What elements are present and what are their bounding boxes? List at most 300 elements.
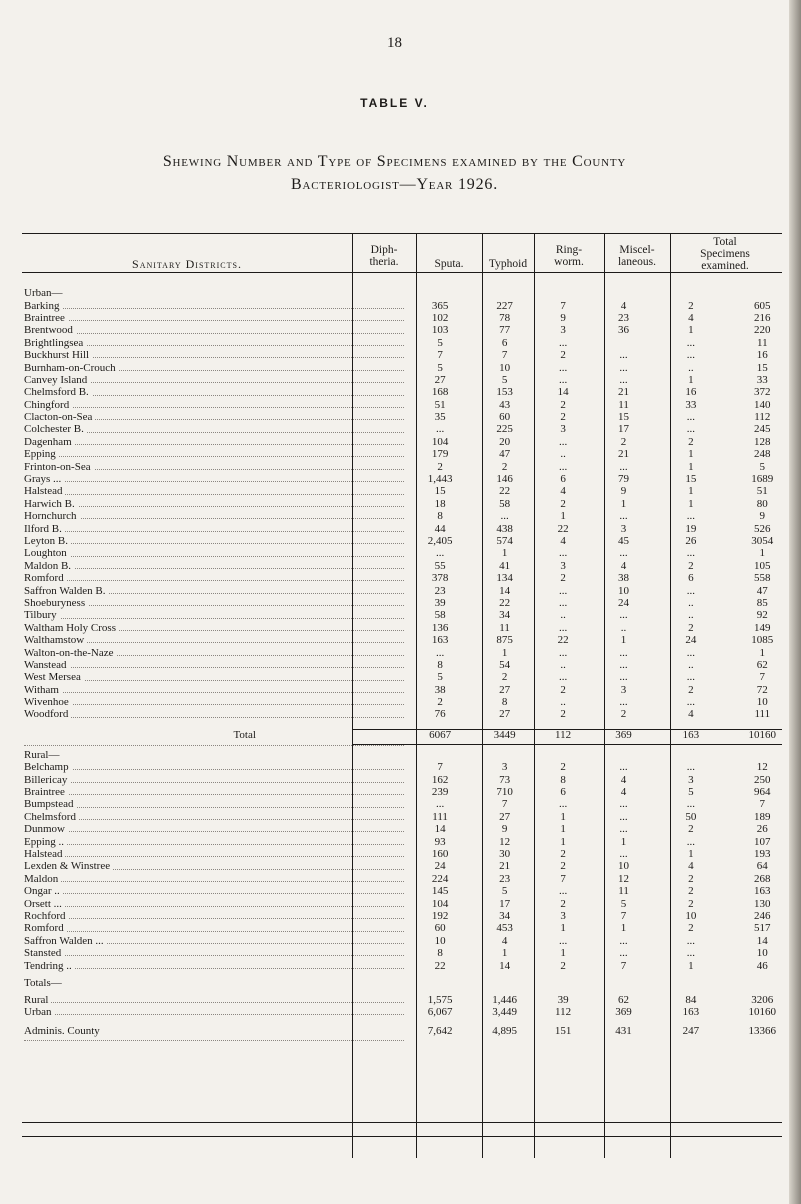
cell-value: 22 [499,596,511,609]
cell-value: 2 [560,860,566,873]
cell-value: ... [619,810,628,823]
table-row [24,609,801,621]
cell-value: ... [435,798,445,811]
cell-value: 47 [499,448,511,461]
table-row [24,860,801,872]
cell-value: 875 [496,634,513,647]
cell-value: 2 [560,411,566,424]
table-row [24,460,801,472]
district-name: Barking [24,299,408,311]
cell-value: 6 [560,786,566,799]
cell-value: 192 [431,909,449,922]
cell-value: .. [688,361,694,374]
cell-value: ... [435,646,445,659]
cell-value: 26 [685,535,697,547]
cell-value: 2 [560,847,566,860]
cell-value: 4,895 [492,1025,517,1038]
cell-value: 1 [560,947,566,960]
cell-value: 36 [618,324,630,337]
cell-value: 2 [501,460,508,473]
district-name: Wanstead [24,659,408,671]
cell-value: 1 [560,510,566,523]
cell-value: 21 [499,860,511,873]
cell-value: 1 [688,497,694,510]
header-ringworm: Ring- worm. [554,244,584,268]
cell-value: 1 [688,485,694,498]
cell-value: 220 [754,324,771,337]
cell-value: 17 [618,423,630,436]
cell-value: 1 [688,373,694,386]
cell-value: 23 [499,872,511,885]
cell-value: 7 [437,761,443,774]
cell-value: 4 [620,299,627,312]
cell-value: 54 [499,658,511,671]
table-row [24,584,801,596]
cell-value: 45 [618,535,630,547]
cell-value: ... [619,696,628,709]
table-row [24,448,801,460]
cell-value: 453 [496,922,513,935]
cell-value: 11 [499,621,510,634]
cell-value: 193 [754,847,771,860]
cell-value [472,287,537,299]
cell-value: 111 [432,810,448,823]
cell-value: 50 [685,810,697,823]
district-name: Epping .. [24,835,408,847]
district-name: Bumpstead [24,798,408,810]
cell-value: 5 [620,897,627,910]
cell-value: 60 [434,922,446,935]
district-name: Urban [24,1006,408,1018]
table-row [24,1018,801,1044]
cell-value: 1 [501,547,508,560]
cell-value: 12 [756,761,768,774]
table-row [24,361,801,373]
cell-value: 18 [434,497,446,510]
table-row [24,485,801,497]
table-row [24,910,801,922]
cell-value: ... [686,584,696,597]
cell-value: 24 [685,634,697,647]
table-row [24,708,801,720]
cell-value: .. [560,696,566,709]
grand-total-rule [22,1122,782,1123]
cell-value: 438 [496,522,513,535]
district-name: Halstead [24,848,408,860]
district-name: Waltham Holy Cross [24,622,408,634]
district-name: Woodford [24,708,408,720]
cell-value [724,287,801,299]
cell-value: 4 [560,535,566,547]
cell-value: 112 [555,728,572,741]
cell-value: 7 [759,671,766,684]
cell-value: 3 [560,909,566,922]
cell-value: 62 [618,993,630,1006]
cell-value: 11 [618,885,629,898]
district-name: Dunmow [24,823,408,835]
table-row [24,721,801,749]
cell-value: 2 [501,671,508,684]
cell-value: 104 [431,435,449,448]
table-row [24,547,801,559]
cell-value: 22 [557,522,569,535]
cell-value: 2,405 [427,535,453,547]
cell-value: .. [620,621,627,634]
cell-value: 16 [756,349,768,362]
table-row [24,885,801,897]
cell-value: 13366 [748,1025,777,1038]
district-name: Canvey Island [24,374,408,386]
cell-value: 2 [560,897,566,910]
district-name: Halstead [24,485,408,497]
cell-value: 5 [759,460,766,473]
cell-value: 140 [754,398,771,411]
table-row [24,798,801,810]
cell-value: 112 [555,1006,572,1019]
cell-value: 1 [620,922,627,935]
cell-value: 10160 [748,1006,777,1019]
district-name: Lexden & Winstree [24,860,408,872]
cell-value: 163 [431,634,449,647]
cell-value: 7 [759,798,766,811]
cell-value: 51 [434,398,446,411]
table-row [24,324,801,336]
district-name: Saffron Walden ... [24,935,408,947]
cell-value: ... [686,671,696,684]
specimens-table [24,287,801,1044]
table-row [24,873,801,885]
table-row [24,959,801,971]
cell-value: 26 [756,823,768,836]
table-row [24,646,801,658]
cell-value: 8 [560,773,566,786]
cell-value: ... [558,621,568,634]
cell-value: 22 [499,485,511,498]
cell-value: 4 [620,559,627,572]
cell-value: 39 [434,596,446,609]
district-name: Urban— [24,287,408,299]
cell-value: 378 [431,572,449,585]
cell-value: 151 [554,1025,572,1038]
cell-value: 107 [754,835,771,848]
table-row [24,786,801,798]
header-top-rule [22,233,782,234]
cell-value [408,749,472,761]
cell-value: 1,443 [427,473,453,486]
cell-value: 3449 [493,728,516,741]
cell-value: ... [558,373,568,386]
cell-value: 44 [434,522,446,535]
district-name: Rochford [24,910,408,922]
cell-value: 145 [431,885,449,898]
cell-value [724,972,801,994]
table-row [24,498,801,510]
cell-value: 6 [560,473,566,486]
cell-value: .. [688,596,694,609]
cell-value: 30 [499,847,511,860]
cell-value: 23 [434,584,446,597]
cell-value: 128 [754,435,771,448]
cell-value: 14 [499,959,511,972]
cell-value: 4 [501,934,508,947]
cell-value: ... [686,798,696,811]
table-caption: TABLE V. [360,96,429,110]
cell-value: 2 [560,497,566,510]
district-name: Brentwood [24,324,408,336]
cell-value: 189 [754,810,771,823]
header-bottom-rule [22,272,782,273]
district-name: Totals— [24,972,408,994]
cell-value: ... [686,510,696,523]
cell-value: 1 [759,547,766,560]
cell-value: 1,575 [427,993,453,1006]
cell-value: ... [558,671,568,684]
cell-value: 58 [499,497,511,510]
cell-value: 246 [754,909,771,922]
cell-value: 23 [618,311,630,324]
cell-value: ... [558,336,568,349]
cell-value: ... [619,460,628,473]
cell-value: 3 [620,683,627,696]
cell-value: 112 [754,411,771,424]
cell-value: .. [560,448,566,461]
cell-value: 3 [560,423,566,436]
cell-value: 85 [756,596,768,609]
cell-value: 4 [688,708,694,721]
cell-value: 168 [431,386,449,399]
cell-value: 43 [499,398,511,411]
cell-value: 10 [756,947,768,960]
cell-value: ... [619,349,628,362]
cell-value: 517 [754,922,771,935]
cell-value: 7 [437,349,443,362]
cell-value: 2 [688,872,694,885]
cell-value: 248 [754,448,771,461]
cell-value: .. [560,609,566,622]
cell-value: ... [619,373,628,386]
cell-value: ... [686,835,696,848]
district-name: Tilbury [24,609,408,621]
cell-value: 1 [620,835,627,848]
cell-value: 224 [431,872,449,885]
cell-value: ... [686,646,696,659]
cell-value: 11 [618,398,629,411]
cell-value: ... [500,510,509,523]
cell-value: ... [619,547,628,560]
district-name: Chelmsford B. [24,386,408,398]
cell-value: 8 [437,947,443,960]
cell-value: 2 [437,460,443,473]
cell-value: 1 [759,646,766,659]
table-row [24,411,801,423]
cell-value: 46 [756,959,768,972]
district-name: Chingford [24,399,408,411]
cell-value: 1 [688,959,694,972]
cell-value: 10 [499,361,511,374]
cell-value: 27 [499,708,511,721]
cell-value: 79 [618,473,630,486]
cell-value: 15 [756,361,768,374]
cell-value: ... [619,847,628,860]
table-subtitle-line2: Bacteriologist—Year 1926. [291,176,498,193]
cell-value: ... [435,423,445,436]
cell-value: 14 [499,584,511,597]
cell-value: ... [558,547,568,560]
cell-value: 38 [618,572,630,585]
cell-value: ... [619,761,628,774]
header-diphtheria: Diph- theria. [369,244,399,268]
cell-value: 2 [560,572,566,585]
cell-value: 1 [501,947,508,960]
table-row [24,287,801,299]
cell-value: 15 [434,485,446,498]
table-row [24,560,801,572]
cell-value: 227 [496,299,513,312]
cell-value [589,972,658,994]
cell-value: 10 [434,934,446,947]
table-row [24,374,801,386]
cell-value: 1 [501,646,508,659]
district-name: Tendring .. [24,959,408,971]
cell-value: 2 [437,696,443,709]
cell-value: ... [686,761,696,774]
cell-value: 5 [437,361,443,374]
cell-value [589,287,658,299]
cell-value: 34 [499,909,511,922]
cell-value: ... [619,798,628,811]
cell-value: ... [686,411,696,424]
cell-value: 9 [560,311,566,324]
cell-value: ... [619,658,628,671]
cell-value: 60 [499,411,511,424]
cell-value: 6 [688,572,694,585]
cell-value: 2 [688,299,694,312]
table-row [24,696,801,708]
cell-value: 179 [431,448,449,461]
cell-value: 6,067 [427,1006,453,1019]
district-name: Chelmsford [24,811,408,823]
cell-value: 2 [688,823,694,836]
cell-value: ... [435,547,445,560]
cell-value: ... [558,460,568,473]
cell-value: 7 [560,299,566,312]
cell-value: 8 [501,696,508,709]
cell-value: 24 [434,860,446,873]
table-row [24,473,801,485]
cell-value: 2 [620,708,627,721]
cell-value: 1689 [751,473,774,486]
cell-value: 136 [431,621,449,634]
cell-value: 605 [754,299,771,312]
cell-value: 1085 [751,634,774,647]
cell-value: 14 [434,823,446,836]
cell-value: 2 [688,621,694,634]
district-name: Maldon B. [24,560,408,572]
cell-value: 146 [496,473,513,486]
header-typhoid: Typhoid [488,258,528,270]
district-name: West Mersea [24,671,408,683]
cell-value: 369 [615,1006,632,1019]
table-row [24,761,801,773]
cell-value: 2 [620,435,627,448]
cell-value: 4 [688,311,694,324]
cell-value: 55 [434,559,446,572]
cell-value: 84 [685,993,697,1006]
cell-value: 51 [756,485,768,498]
cell-value [589,337,658,349]
cell-value: 250 [754,773,771,786]
table-row [24,811,801,823]
cell-value: 72 [756,683,768,696]
cell-value: 15 [685,473,697,486]
cell-value: 245 [754,423,771,436]
cell-value: ... [686,947,696,960]
district-name: Witham [24,684,408,696]
cell-value: 1 [688,324,694,337]
cell-value: 21 [618,448,630,461]
cell-value: 111 [754,708,771,721]
cell-value: 10 [618,584,630,597]
cell-value: 5 [688,786,694,799]
table-row [24,535,801,547]
district-name: Buckhurst Hill [24,349,408,361]
cell-value [472,972,537,994]
cell-value: 14 [756,934,768,947]
cell-value: 17 [499,897,511,910]
table-row [24,773,801,785]
table-row [24,994,801,1006]
cell-value: ... [558,596,568,609]
cell-value: 12 [499,835,511,848]
district-name: Grays ... [24,473,408,485]
cell-value: 10 [756,696,768,709]
cell-value: 2 [688,435,694,448]
cell-value: 9 [620,485,627,498]
cell-value: 80 [756,497,768,510]
cell-value: 2 [688,559,694,572]
cell-value: 64 [756,860,768,873]
cell-value: .. [560,658,566,671]
cell-value: 24 [618,596,630,609]
cell-value: ... [619,671,628,684]
header-district: Sanitary Districts. [132,257,242,271]
district-name: Maldon [24,873,408,885]
cell-value: 160 [431,847,449,860]
cell-value: ... [686,696,696,709]
district-name: Colchester B. [24,423,408,435]
cell-value: 1 [620,497,627,510]
cell-value: 372 [754,386,771,399]
cell-value: 2 [560,349,566,362]
table-row [24,510,801,522]
cell-value: 247 [682,1025,700,1038]
cell-value [537,972,589,994]
table-row [24,634,801,646]
grand-total-rule [22,1136,782,1137]
cell-value [408,287,472,299]
cell-value: 22 [434,959,446,972]
district-name: Brightlingsea [24,337,408,349]
table-row [24,947,801,959]
cell-value: 1 [688,460,694,473]
cell-value: 574 [496,535,513,547]
district-name: Stansted [24,947,408,959]
cell-value: 216 [754,311,771,324]
district-name: Braintree [24,786,408,798]
district-name: Rural— [24,749,408,761]
cell-value: ... [619,609,628,622]
table-row [24,1006,801,1018]
